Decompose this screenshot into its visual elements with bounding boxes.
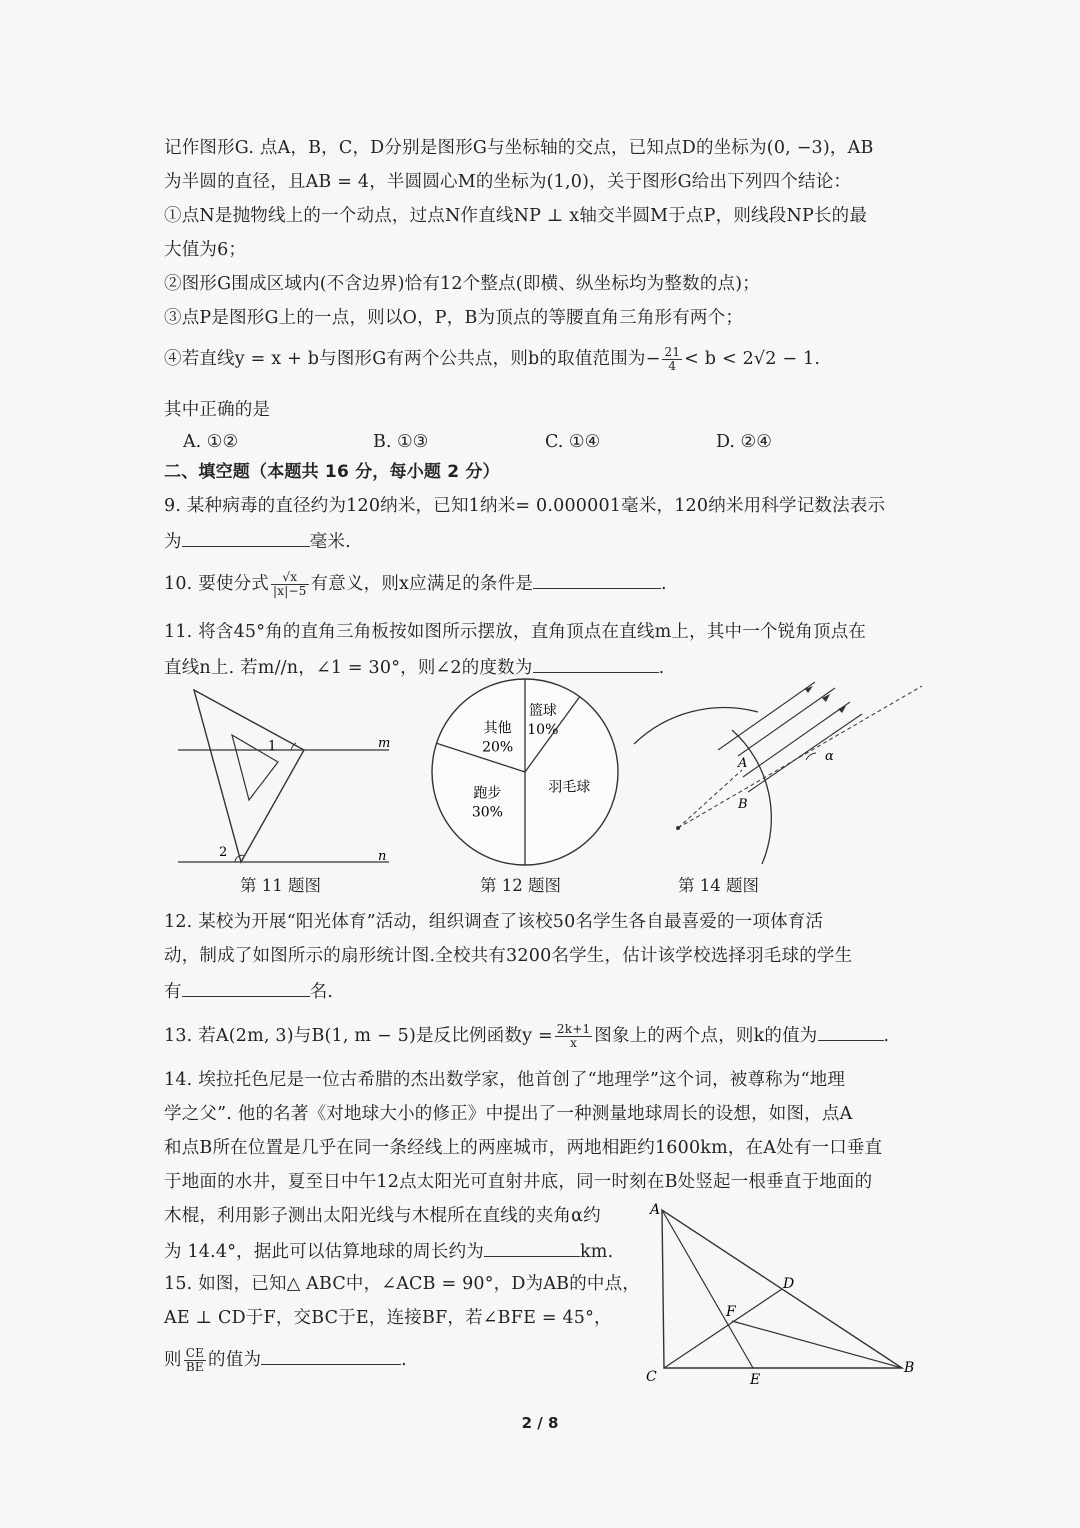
- q8-fraction-denominator: 4: [668, 359, 677, 373]
- q10-text-a: 10. 要使分式: [164, 574, 269, 594]
- q8-line-7: [164, 346, 820, 373]
- q8-line-3: ①点N是抛物线上的一个动点，过点N作直线NP ⊥ x轴交半圆M于点P，则线段NP长的最: [164, 206, 868, 226]
- angle-alpha-arc: [806, 753, 816, 760]
- q8-line-1: 记作图形G. 点A，B，C，D分别是图形G与坐标轴的交点，已知点D的坐标为(0, −3)，AB: [164, 138, 874, 158]
- q13-fraction: [555, 1023, 592, 1050]
- q9-line-2: [164, 528, 351, 554]
- point-e-label: E: [750, 1372, 761, 1388]
- q11-line-2-text-a: 直线n上. 若m//n，∠1 = 30°，则∠2的度数为: [164, 658, 533, 678]
- q8-fraction-numerator: 21: [664, 345, 681, 359]
- q8-line-7-text-a: ④若直线y = x + b与图形G有两个公共点，则b的取值范围为−: [164, 349, 661, 369]
- figure-11-caption: 第 11 题图: [240, 876, 321, 895]
- q13-text-b: 图象上的两个点，则k的值为: [594, 1026, 818, 1046]
- q14-line-6-text-a: 为 14.4°，据此可以估算地球的周长约为: [164, 1242, 484, 1262]
- option-a: A. ①②: [183, 432, 239, 452]
- q14-line-6-text-b: km.: [579, 1242, 614, 1262]
- pie-label-2: 跑步: [473, 785, 502, 802]
- sun-ray-2: [738, 688, 835, 756]
- point-c-label: C: [646, 1369, 657, 1385]
- section-heading: 二、填空题（本题共 16 分，每小题 2 分）: [164, 462, 500, 482]
- q15-line-3-text-b: 的值为: [208, 1350, 262, 1370]
- q13-fraction-numerator: 2k+1: [556, 1022, 591, 1036]
- ray-arrow-2: [822, 694, 830, 702]
- q10-answer-blank[interactable]: [533, 570, 661, 589]
- q15-line-3-text-c: .: [401, 1350, 407, 1370]
- q12-answer-blank[interactable]: [182, 978, 310, 997]
- q8-line-8: 其中正确的是: [164, 400, 271, 420]
- q13-text-c: .: [883, 1026, 890, 1046]
- q14-line-2: 学之父”. 他的名著《对地球大小的修正》中提出了一种测量地球周长的设想，如图，点A: [164, 1104, 853, 1124]
- q10-fraction-denominator: |x|−5: [273, 584, 307, 598]
- angle-2-label: 2: [219, 845, 228, 860]
- figure-15: [640, 1196, 925, 1388]
- label-m: m: [378, 736, 391, 751]
- pie-percent-0: 10%: [527, 722, 559, 739]
- q13-answer-blank[interactable]: [818, 1022, 884, 1041]
- label-n: n: [378, 849, 387, 864]
- q12-line-3-text-a: 有: [164, 982, 182, 1002]
- q15-answer-blank[interactable]: [261, 1346, 401, 1365]
- q10-fraction-numerator: √x: [271, 571, 309, 585]
- ray-arrow-1: [805, 686, 813, 693]
- q15-line-3-text-a: 则: [164, 1350, 182, 1370]
- q13-line: [164, 1022, 889, 1050]
- pie-label-0: 篮球: [528, 703, 557, 720]
- q10-line: [164, 570, 667, 598]
- q15-fraction: [184, 1347, 206, 1374]
- triangle-outer: [194, 690, 304, 862]
- page-number: 2 / 8: [521, 1414, 559, 1432]
- q9-line-2-text-b: 毫米.: [309, 532, 351, 552]
- q10-text-c: .: [661, 574, 667, 594]
- point-a-label: A: [738, 756, 748, 771]
- q11-answer-blank[interactable]: [533, 654, 659, 673]
- q11-line-2-text-b: .: [658, 658, 665, 678]
- figure-12-caption: 第 12 题图: [480, 876, 561, 895]
- angle-alpha-label: α: [825, 749, 834, 764]
- sun-ray-3: [743, 702, 850, 777]
- segment-bf: [732, 1321, 902, 1368]
- q14-line-1: 14. 埃拉托色尼是一位古希腊的杰出数学家，他首创了“地理学”这个词，被尊称为“地理: [164, 1070, 846, 1090]
- pie-percent-3: 20%: [482, 739, 514, 756]
- segment-cd: [664, 1289, 782, 1368]
- q14-line-5: 木棍，利用影子测出太阳光线与木棍所在直线的夹角α约: [164, 1206, 601, 1226]
- q13-fraction-denominator: x: [570, 1036, 578, 1050]
- earth-center: [676, 826, 680, 830]
- q12-line-1: 12. 某校为开展“阳光体育”活动，组织调查了该校50名学生各自最喜爱的一项体育活: [164, 912, 824, 932]
- pie-percent-2: 30%: [471, 804, 503, 821]
- q15-line-1: 15. 如图，已知△ ABC中，∠ACB = 90°，D为AB的中点，: [164, 1274, 641, 1294]
- q8-line-5: ②图形G围成区域内(不含边界)恰有12个整点(即横、纵坐标均为整数的点)；: [164, 274, 760, 294]
- option-c: C. ①④: [545, 432, 601, 452]
- pie-label-1: 羽毛球: [548, 779, 591, 796]
- q8-line-2: 为半圆的直径，且AB = 4，半圆圆心M的坐标为(1,0)，关于图形G给出下列四个结论：: [164, 172, 852, 192]
- q10-fraction: [271, 571, 309, 598]
- point-f-label: F: [726, 1304, 736, 1320]
- q10-text-b: 有意义，则x应满足的条件是: [310, 574, 534, 594]
- q12-line-2: 动，制成了如图所示的扇形统计图.全校共有3200名学生，估计该学校选择羽毛球的学生: [164, 946, 853, 966]
- q8-fraction: [662, 346, 682, 373]
- pie-label-3: 其他: [483, 720, 512, 737]
- segment-ae: [662, 1210, 753, 1368]
- q15-line-2: AE ⊥ CD于F，交BC于E，连接BF，若∠BFE = 45°，: [164, 1308, 612, 1328]
- option-b: B. ①③: [373, 432, 429, 452]
- figure-14-caption: 第 14 题图: [678, 876, 759, 895]
- figure-12-pie-chart: [425, 672, 625, 872]
- point-b-label: B: [904, 1360, 915, 1376]
- figure-11: [165, 684, 395, 869]
- q14-line-3: 和点B所在位置是几乎在同一条经线上的两座城市，两地相距约1600km，在A处有一口垂直: [164, 1138, 883, 1158]
- sun-ray-1: [718, 682, 815, 750]
- q11-line-1: 11. 将含45°角的直角三角板按如图所示摆放，直角顶点在直线m上，其中一个锐角顶点在: [164, 622, 867, 642]
- q12-line-3-text-b: 名.: [309, 982, 334, 1002]
- point-d-label: D: [783, 1276, 795, 1292]
- point-a-label: A: [650, 1202, 661, 1218]
- q9-line-1: 9. 某种病毒的直径约为120纳米，已知1纳米= 0.000001毫米，120纳米用科学记数法表示: [164, 496, 886, 516]
- q8-line-4: 大值为6；: [164, 240, 247, 260]
- q15-fraction-denominator: BE: [185, 1360, 204, 1374]
- q9-line-2-text-a: 为: [164, 532, 182, 552]
- angle-1-label: 1: [268, 739, 277, 754]
- q14-line-4: 于地面的水井，夏至日中午12点太阳光可直射井底，同一时刻在B处竖起一根垂直于地面的: [164, 1172, 873, 1192]
- q8-line-7-text-b: < b < 2√2 − 1.: [684, 349, 821, 369]
- dashed-line-a: [678, 770, 742, 828]
- sun-ray-4: [748, 714, 862, 792]
- q13-text-a: 13. 若A(2m, 3)与B(1, m − 5)是反比例函数y =: [164, 1026, 553, 1046]
- q8-line-6: ③点P是图形G上的一点，则以O，P，B为顶点的等腰直角三角形有两个；: [164, 308, 744, 328]
- option-d: D. ②④: [716, 432, 772, 452]
- q9-answer-blank[interactable]: [182, 528, 310, 547]
- q14-line-6: [164, 1238, 613, 1264]
- q12-line-3: [164, 978, 333, 1004]
- figure-14: [630, 672, 930, 872]
- q15-fraction-numerator: CE: [185, 1346, 205, 1360]
- earth-arc-top: [634, 708, 758, 744]
- q15-line-3: [164, 1346, 407, 1374]
- q14-answer-blank[interactable]: [484, 1238, 580, 1257]
- point-b-label: B: [738, 797, 748, 812]
